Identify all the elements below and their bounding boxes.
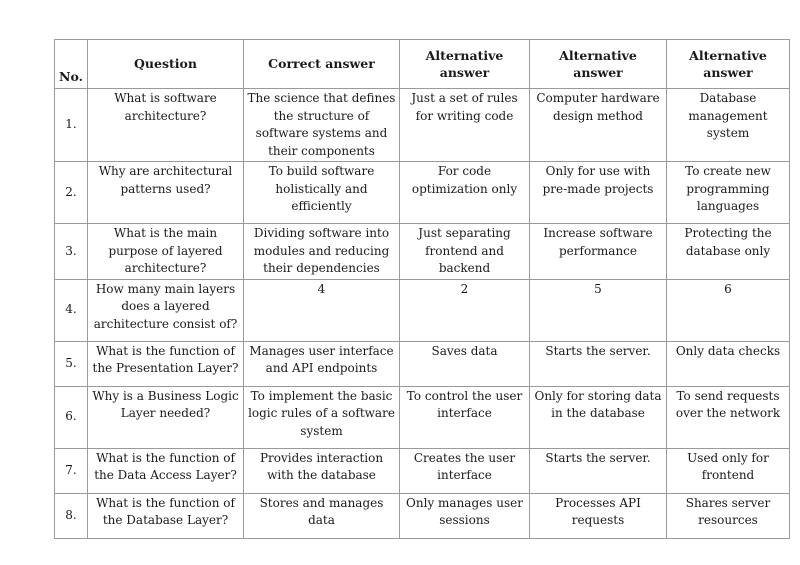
row-number: 2. bbox=[55, 162, 88, 224]
alternative-answer-cell: Just separating frontend and backend bbox=[400, 224, 530, 280]
quiz-table bbox=[54, 39, 790, 539]
table-row bbox=[55, 224, 790, 280]
correct-answer-cell: Stores and manages data bbox=[244, 493, 400, 538]
alternative-answer-cell: Starts the server. bbox=[530, 448, 667, 493]
row-number: 3. bbox=[55, 224, 88, 280]
question-cell: What is the main purpose of layered architecture? bbox=[88, 224, 244, 280]
question-cell: What is the function of the Database Layer? bbox=[88, 493, 244, 538]
header-correct-answer: Correct answer bbox=[244, 40, 400, 89]
question-cell: Why is a Business Logic Layer needed? bbox=[88, 386, 244, 448]
row-number: 8. bbox=[55, 493, 88, 538]
alternative-answer-cell: Used only for frontend bbox=[667, 448, 790, 493]
row-number: 4. bbox=[55, 279, 88, 341]
alternative-answer-cell: 6 bbox=[667, 279, 790, 341]
correct-answer-cell: The science that defines the structure of software systems and their components bbox=[244, 89, 400, 162]
question-cell: Why are architectural patterns used? bbox=[88, 162, 244, 224]
header-row bbox=[55, 40, 790, 89]
alternative-answer-cell: To control the user interface bbox=[400, 386, 530, 448]
header-alternative-answer-1: Alternative answer bbox=[400, 40, 530, 89]
alternative-answer-cell: Just a set of rules for writing code bbox=[400, 89, 530, 162]
table-row bbox=[55, 279, 790, 341]
alternative-answer-cell: For code optimization only bbox=[400, 162, 530, 224]
correct-answer-cell: Manages user interface and API endpoints bbox=[244, 341, 400, 386]
alternative-answer-cell: Processes API requests bbox=[530, 493, 667, 538]
table-row bbox=[55, 493, 790, 538]
alternative-answer-cell: Increase software performance bbox=[530, 224, 667, 280]
alternative-answer-cell: Saves data bbox=[400, 341, 530, 386]
header-alternative-answer-3: Alternative answer bbox=[667, 40, 790, 89]
alternative-answer-cell: Creates the user interface bbox=[400, 448, 530, 493]
alternative-answer-cell: Database management system bbox=[667, 89, 790, 162]
question-cell: What is software architecture? bbox=[88, 89, 244, 162]
row-number: 1. bbox=[55, 89, 88, 162]
alternative-answer-cell: Only data checks bbox=[667, 341, 790, 386]
correct-answer-cell: To implement the basic logic rules of a software system bbox=[244, 386, 400, 448]
question-cell: What is the function of the Data Access Layer? bbox=[88, 448, 244, 493]
row-number: 5. bbox=[55, 341, 88, 386]
header-alternative-answer-2: Alternative answer bbox=[530, 40, 667, 89]
table-row bbox=[55, 162, 790, 224]
alternative-answer-cell: To send requests over the network bbox=[667, 386, 790, 448]
alternative-answer-cell: Starts the server. bbox=[530, 341, 667, 386]
alternative-answer-cell: 2 bbox=[400, 279, 530, 341]
alternative-answer-cell: Only manages user sessions bbox=[400, 493, 530, 538]
correct-answer-cell: Dividing software into modules and reducing their dependencies bbox=[244, 224, 400, 280]
alternative-answer-cell: Protecting the database only bbox=[667, 224, 790, 280]
table-row bbox=[55, 386, 790, 448]
table-row bbox=[55, 341, 790, 386]
alternative-answer-cell: Only for use with pre-made projects bbox=[530, 162, 667, 224]
correct-answer-cell: 4 bbox=[244, 279, 400, 341]
alternative-answer-cell: To create new programming languages bbox=[667, 162, 790, 224]
table-row bbox=[55, 448, 790, 493]
alternative-answer-cell: Only for storing data in the database bbox=[530, 386, 667, 448]
correct-answer-cell: Provides interaction with the database bbox=[244, 448, 400, 493]
alternative-answer-cell: Shares server resources bbox=[667, 493, 790, 538]
row-number: 7. bbox=[55, 448, 88, 493]
header-no: No. bbox=[55, 40, 88, 89]
question-cell: How many main layers does a layered architecture consist of? bbox=[88, 279, 244, 341]
question-cell: What is the function of the Presentation Layer? bbox=[88, 341, 244, 386]
alternative-answer-cell: 5 bbox=[530, 279, 667, 341]
table-row bbox=[55, 89, 790, 162]
row-number: 6. bbox=[55, 386, 88, 448]
alternative-answer-cell: Computer hardware design method bbox=[530, 89, 667, 162]
header-question: Question bbox=[88, 40, 244, 89]
correct-answer-cell: To build software holistically and efficiently bbox=[244, 162, 400, 224]
